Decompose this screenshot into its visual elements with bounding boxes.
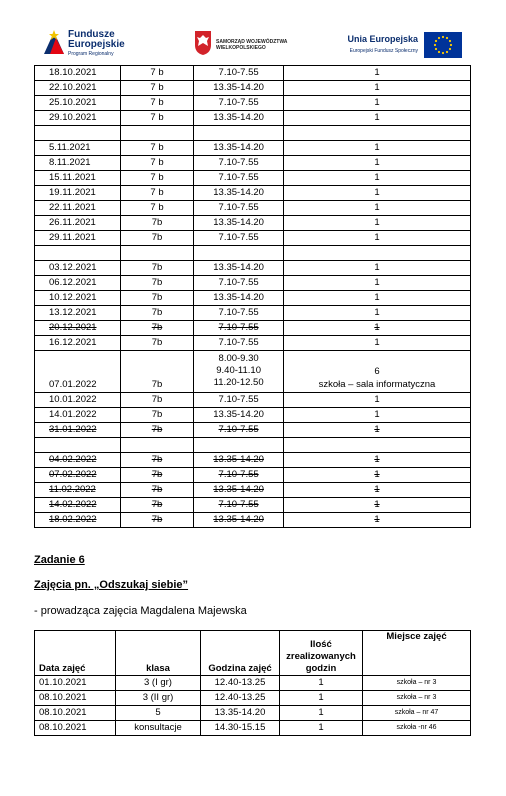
eagle-crest-icon xyxy=(194,30,212,56)
class-cell-text: 7 b xyxy=(150,172,164,183)
date-cell-text: 5.11.2021 xyxy=(49,142,91,153)
class-cell xyxy=(120,156,194,171)
fe-line3: Program Regionalny xyxy=(68,51,114,57)
table-row xyxy=(35,721,471,736)
date-cell-text: 18.02.2022 xyxy=(49,514,97,525)
table-row xyxy=(35,321,471,336)
time-cell xyxy=(194,81,284,96)
table-row xyxy=(35,81,471,96)
time-cell: 14.30-15.15 xyxy=(201,721,280,736)
table-row xyxy=(35,498,471,513)
time-cell-text: 13.35-14.20 xyxy=(213,187,264,198)
date-cell xyxy=(35,261,121,276)
time-cell: 13.35-14.20 xyxy=(201,706,280,721)
count-cell-text: 1 xyxy=(374,97,380,108)
count-cell-text: 1 xyxy=(374,172,380,183)
table-row xyxy=(35,96,471,111)
count-cell-text: 1 xyxy=(374,232,380,243)
date-cell-text: 10.12.2021 xyxy=(49,292,97,303)
class-cell xyxy=(120,393,194,408)
class-cell: konsultacje xyxy=(116,721,201,736)
date-cell xyxy=(35,468,121,483)
time-cell xyxy=(194,66,284,81)
count-cell xyxy=(283,306,470,321)
time-cell xyxy=(194,513,284,528)
count-cell-text: 1 xyxy=(374,262,380,273)
count-cell xyxy=(283,336,470,351)
count-cell-text: 1 xyxy=(374,82,380,93)
time-cell xyxy=(194,231,284,246)
empty-cell xyxy=(120,126,194,141)
class-cell xyxy=(120,201,194,216)
table-row xyxy=(35,291,471,306)
date-cell-text: 29.11.2021 xyxy=(49,232,96,243)
class-cell-text: 7b xyxy=(151,454,163,465)
empty-cell xyxy=(194,126,284,141)
unia-europejska-logo xyxy=(344,32,469,64)
count-cell xyxy=(283,423,470,438)
count-cell xyxy=(283,408,470,423)
class-cell xyxy=(120,321,194,336)
date-cell: 08.10.2021 xyxy=(35,706,116,721)
date-cell xyxy=(35,276,121,291)
table-row xyxy=(35,156,471,171)
ue-title: Unia Europejska xyxy=(347,34,418,44)
table-row xyxy=(35,483,471,498)
count-cell xyxy=(283,81,470,96)
class-cell xyxy=(120,261,194,276)
time-cell-text: 13.35-14.20 xyxy=(213,484,264,495)
date-cell-text: 14.01.2022 xyxy=(49,409,97,420)
time-cell xyxy=(194,261,284,276)
time-cell xyxy=(194,336,284,351)
count-cell-text: 1 xyxy=(374,112,380,123)
count-cell-text: 1 xyxy=(374,424,380,435)
count-cell xyxy=(283,216,470,231)
place-cell: szkoła – nr 3 xyxy=(363,676,471,691)
table-row xyxy=(35,676,471,691)
class-cell xyxy=(120,306,194,321)
class-cell xyxy=(120,81,194,96)
time-cell xyxy=(194,171,284,186)
count-line: szkoła – sala informatyczna xyxy=(318,379,436,390)
hours-cell: 1 xyxy=(280,691,363,706)
date-cell xyxy=(35,171,121,186)
place-cell: szkoła – nr 3 xyxy=(363,691,471,706)
class-cell-text: 7 b xyxy=(150,157,164,168)
class-cell-text: 7 b xyxy=(150,97,164,108)
class-cell-text: 7b xyxy=(151,424,163,435)
teacher-line: - prowadząca zajęcia Magdalena Majewska xyxy=(34,605,247,617)
eu-flag-icon xyxy=(424,32,462,58)
time-cell-text: 13.35-14.20 xyxy=(213,292,264,303)
empty-cell xyxy=(283,126,470,141)
spacer-row xyxy=(35,246,471,261)
class-cell xyxy=(120,216,194,231)
count-cell-text: 1 xyxy=(374,499,380,510)
date-cell-text: 13.12.2021 xyxy=(49,307,97,318)
table-row xyxy=(35,351,471,393)
count-cell-text: 1 xyxy=(374,469,380,480)
table-row xyxy=(35,231,471,246)
class-cell-text: 7 b xyxy=(150,202,164,213)
table-row xyxy=(35,276,471,291)
time-cell xyxy=(194,111,284,126)
table-row xyxy=(35,408,471,423)
table-row xyxy=(35,111,471,126)
class-cell-text: 7b xyxy=(151,262,163,273)
count-cell-text: 1 xyxy=(374,514,380,525)
time-cell-text: 7.10-7.55 xyxy=(218,202,259,213)
time-cell-text: 7.10-7.55 xyxy=(218,172,259,183)
empty-cell xyxy=(194,246,284,261)
count-cell xyxy=(283,468,470,483)
fundusze-europejskie-logo xyxy=(44,30,154,64)
place-cell: szkoła -nr 46 xyxy=(363,721,471,736)
time-cell-text: 13.35-14.20 xyxy=(213,217,264,228)
task6-table xyxy=(34,630,471,736)
date-cell xyxy=(35,186,121,201)
hours-cell: 1 xyxy=(280,721,363,736)
date-cell: 08.10.2021 xyxy=(35,721,116,736)
time-cell-text: 7.10-7.55 xyxy=(218,469,259,480)
header-time: Godzina zajęć xyxy=(201,631,280,676)
time-cell-text: 7.10-7.55 xyxy=(218,394,259,405)
hours-cell: 1 xyxy=(280,706,363,721)
time-cell xyxy=(194,141,284,156)
schedule-table xyxy=(34,65,471,528)
time-cell-text: 7.10-7.55 xyxy=(218,157,259,168)
time-cell xyxy=(194,468,284,483)
fe-line2: Europejskie xyxy=(68,39,125,50)
time-cell xyxy=(194,306,284,321)
date-cell xyxy=(35,216,121,231)
fe-line1: Fundusze xyxy=(68,29,115,40)
time-cell xyxy=(194,96,284,111)
date-cell: 08.10.2021 xyxy=(35,691,116,706)
date-cell xyxy=(35,423,121,438)
date-cell xyxy=(35,201,121,216)
time-cell xyxy=(194,498,284,513)
count-cell-text: 1 xyxy=(374,157,380,168)
class-cell xyxy=(120,483,194,498)
time-cell-text: 13.35-14.20 xyxy=(213,409,264,420)
table-row xyxy=(35,306,471,321)
date-cell xyxy=(35,111,121,126)
time-cell-text: 13.35-14.20 xyxy=(213,454,264,465)
date-cell-text: 19.11.2021 xyxy=(49,187,96,198)
date-cell-text: 26.11.2021 xyxy=(49,217,96,228)
count-cell-text: 1 xyxy=(374,277,380,288)
count-cell-text: 1 xyxy=(374,67,380,78)
class-cell-text: 7 b xyxy=(150,142,164,153)
date-cell-text: 07.02.2022 xyxy=(49,469,97,480)
header-date: Data zajęć xyxy=(35,631,116,676)
count-cell xyxy=(283,171,470,186)
date-cell xyxy=(35,96,121,111)
class-cell xyxy=(120,513,194,528)
date-cell-text: 31.01.2022 xyxy=(49,424,97,435)
time-cell xyxy=(194,276,284,291)
table-row xyxy=(35,141,471,156)
class-cell xyxy=(120,96,194,111)
table-row xyxy=(35,336,471,351)
class-cell: 7b xyxy=(120,351,194,393)
time-cell: 12.40-13.25 xyxy=(201,691,280,706)
table-row xyxy=(35,706,471,721)
date-cell-text: 8.11.2021 xyxy=(49,157,91,168)
time-cell xyxy=(194,423,284,438)
count-cell xyxy=(283,483,470,498)
date-cell-text: 18.10.2021 xyxy=(49,67,97,78)
count-cell xyxy=(283,141,470,156)
time-cell-text: 7.10-7.55 xyxy=(218,337,259,348)
time-cell-text: 7.10-7.55 xyxy=(218,232,259,243)
spacer-row xyxy=(35,438,471,453)
count-cell-text: 1 xyxy=(374,409,380,420)
date-cell xyxy=(35,81,121,96)
class-cell-text: 7b xyxy=(151,292,163,303)
class-cell xyxy=(120,111,194,126)
time-line: 8.00-9.30 xyxy=(218,353,259,364)
class-cell xyxy=(120,186,194,201)
class-cell-text: 7 b xyxy=(150,187,164,198)
empty-cell xyxy=(194,438,284,453)
class-cell: 3 (II gr) xyxy=(116,691,201,706)
count-cell xyxy=(283,453,470,468)
date-cell-text: 14.02.2022 xyxy=(49,499,97,510)
count-cell xyxy=(283,276,470,291)
table-row xyxy=(35,691,471,706)
time-cell-text: 13.35-14.20 xyxy=(213,142,264,153)
count-cell-text: 1 xyxy=(374,454,380,465)
count-cell xyxy=(283,513,470,528)
ue-subtitle: Europejski Fundusz Społeczny xyxy=(349,48,418,54)
class-cell-text: 7b xyxy=(151,232,163,243)
table-row xyxy=(35,513,471,528)
count-cell xyxy=(283,498,470,513)
fe-star-icon xyxy=(44,30,64,54)
count-cell xyxy=(283,201,470,216)
time-cell xyxy=(194,453,284,468)
empty-cell xyxy=(35,246,121,261)
date-cell xyxy=(35,66,121,81)
class-cell xyxy=(120,468,194,483)
count-cell xyxy=(283,261,470,276)
count-cell-text: 1 xyxy=(374,187,380,198)
count-cell xyxy=(283,231,470,246)
date-cell-text: 16.12.2021 xyxy=(49,337,97,348)
class-cell-text: 7b xyxy=(151,469,163,480)
class-cell xyxy=(120,498,194,513)
count-cell-text: 1 xyxy=(374,142,380,153)
empty-cell xyxy=(35,438,121,453)
count-cell xyxy=(283,111,470,126)
class-cell xyxy=(120,453,194,468)
date-cell xyxy=(35,231,121,246)
class-cell-text: 7b xyxy=(151,484,163,495)
class-cell xyxy=(120,141,194,156)
time-cell xyxy=(194,186,284,201)
date-cell xyxy=(35,498,121,513)
time-cell-text: 7.10-7.55 xyxy=(218,97,259,108)
class-cell-text: 7b xyxy=(151,307,163,318)
date-cell xyxy=(35,141,121,156)
table-row xyxy=(35,423,471,438)
count-cell xyxy=(283,321,470,336)
date-cell-text: 06.12.2021 xyxy=(49,277,97,288)
class-cell xyxy=(120,66,194,81)
count-cell-text: 1 xyxy=(374,322,380,333)
class-cell xyxy=(120,408,194,423)
table-row xyxy=(35,393,471,408)
date-cell xyxy=(35,306,121,321)
date-cell: 01.10.2021 xyxy=(35,676,116,691)
date-cell xyxy=(35,408,121,423)
count-cell xyxy=(283,291,470,306)
count-cell xyxy=(283,351,470,393)
date-cell-text: 11.02.2022 xyxy=(49,484,96,495)
time-cell xyxy=(194,201,284,216)
table-row xyxy=(35,186,471,201)
count-cell-text: 1 xyxy=(374,217,380,228)
date-cell-text: 22.10.2021 xyxy=(49,82,97,93)
class-cell-text: 7b xyxy=(151,217,163,228)
class-cell xyxy=(120,276,194,291)
time-cell xyxy=(194,321,284,336)
count-cell xyxy=(283,393,470,408)
date-cell-text: 29.10.2021 xyxy=(49,112,97,123)
header-place: Miejsce zajęć xyxy=(363,631,471,676)
table-row xyxy=(35,201,471,216)
count-cell-text: 1 xyxy=(374,484,380,495)
class-cell-text: 7b xyxy=(151,514,163,525)
class-cell xyxy=(120,291,194,306)
class-cell: 3 (I gr) xyxy=(116,676,201,691)
class-cell-text: 7b xyxy=(151,322,163,333)
date-cell-text: 20.12.2021 xyxy=(49,322,97,333)
hours-cell: 1 xyxy=(280,676,363,691)
class-cell-text: 7b xyxy=(151,409,163,420)
time-cell xyxy=(194,393,284,408)
count-cell-text: 1 xyxy=(374,307,380,318)
date-cell xyxy=(35,156,121,171)
empty-cell xyxy=(35,126,121,141)
spacer-row xyxy=(35,126,471,141)
date-cell-text: 03.12.2021 xyxy=(49,262,97,273)
time-cell-text: 7.10-7.55 xyxy=(218,322,259,333)
table-row xyxy=(35,66,471,81)
time-cell-text: 7.10-7.55 xyxy=(218,499,259,510)
count-cell-text: 1 xyxy=(374,202,380,213)
class-cell-text: 7 b xyxy=(150,82,164,93)
date-cell xyxy=(35,291,121,306)
table-row xyxy=(35,453,471,468)
class-cell xyxy=(120,423,194,438)
count-cell-text: 1 xyxy=(374,337,380,348)
date-cell-text: 22.11.2021 xyxy=(49,202,96,213)
time-cell-text: 13.35-14.20 xyxy=(213,82,264,93)
date-cell xyxy=(35,513,121,528)
class-cell-text: 7b xyxy=(151,337,163,348)
empty-cell xyxy=(283,438,470,453)
class-cell-text: 7 b xyxy=(150,67,164,78)
class-cell-text: 7b xyxy=(151,277,163,288)
time-cell: 12.40-13.25 xyxy=(201,676,280,691)
date-cell-text: 04.02.2022 xyxy=(49,454,97,465)
date-cell-text: 25.10.2021 xyxy=(49,97,97,108)
time-cell xyxy=(194,291,284,306)
count-cell xyxy=(283,156,470,171)
table-row xyxy=(35,261,471,276)
time-cell-text: 13.35-14.20 xyxy=(213,112,264,123)
time-cell-text: 13.35-14.20 xyxy=(213,514,264,525)
date-cell xyxy=(35,483,121,498)
count-cell xyxy=(283,186,470,201)
wlkp-text: SAMORZĄD WOJEWÓDZTWA WIELKOPOLSKIEGO xyxy=(216,39,288,51)
class-cell-text: 7b xyxy=(151,499,163,510)
date-cell: 07.01.2022 xyxy=(35,351,121,393)
place-cell: szkoła – nr 47 xyxy=(363,706,471,721)
time-cell xyxy=(194,351,284,393)
wielkopolska-logo xyxy=(194,30,304,60)
count-cell-text: 1 xyxy=(374,394,380,405)
time-cell xyxy=(194,216,284,231)
time-line: 11.20-12.50 xyxy=(213,377,264,388)
table-header-row xyxy=(35,631,471,676)
time-cell-text: 7.10-7.55 xyxy=(218,67,259,78)
count-line: 6 xyxy=(374,366,380,377)
time-cell-text: 7.10-7.55 xyxy=(218,277,259,288)
header-logos xyxy=(0,24,506,64)
time-cell-text: 7.10-7.55 xyxy=(218,424,259,435)
empty-cell xyxy=(120,438,194,453)
time-cell xyxy=(194,156,284,171)
time-cell xyxy=(194,483,284,498)
count-cell-text: 1 xyxy=(374,292,380,303)
class-cell xyxy=(120,336,194,351)
time-line: 9.40-11.10 xyxy=(216,365,261,376)
date-cell-text: 15.11.2021 xyxy=(49,172,96,183)
class-cell xyxy=(120,231,194,246)
table-row xyxy=(35,216,471,231)
task-title: Zadanie 6 xyxy=(34,554,85,566)
date-cell xyxy=(35,393,121,408)
empty-cell xyxy=(283,246,470,261)
class-cell-text: 7 b xyxy=(150,112,164,123)
empty-cell xyxy=(120,246,194,261)
time-cell xyxy=(194,408,284,423)
count-cell xyxy=(283,66,470,81)
time-cell-text: 7.10-7.55 xyxy=(218,307,259,318)
count-cell xyxy=(283,96,470,111)
time-cell-text: 13.35-14.20 xyxy=(213,262,264,273)
table-row xyxy=(35,468,471,483)
class-cell xyxy=(120,171,194,186)
date-cell-text: 10.01.2022 xyxy=(49,394,97,405)
header-hours: Ilość zrealizowanych godzin xyxy=(280,631,363,676)
class-cell: 5 xyxy=(116,706,201,721)
date-cell xyxy=(35,321,121,336)
task-subtitle: Zajęcia pn. „Odszukaj siebie” xyxy=(34,579,189,591)
date-cell xyxy=(35,453,121,468)
class-cell-text: 7b xyxy=(151,394,163,405)
table-row xyxy=(35,171,471,186)
date-cell xyxy=(35,336,121,351)
header-class: klasa xyxy=(116,631,201,676)
